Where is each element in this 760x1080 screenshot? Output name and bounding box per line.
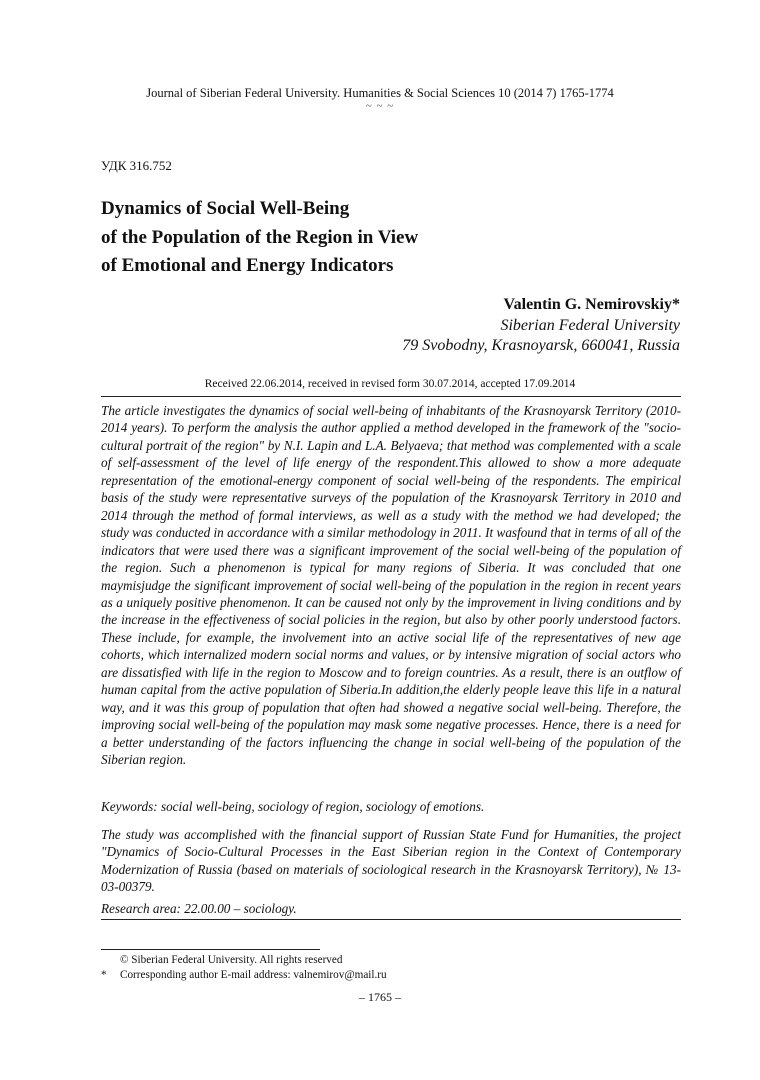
title-line: of the Population of the Region in View [101,226,419,248]
udc-code: УДК 316.752 [101,158,172,173]
abstract: The article investigates the dynamics of social well-being of inhabitants of the Krasnoyarsk Territory (2010-2014 years). To perform the analysis the author applied a method developed in the framework of the "socio-cultural portrait of the region" by N.I. Lapin and L.A. Belyaeva; that method was complemented with a scale of self-assessment of the level of life energy of the respondent.This allowed to show a more adequate representation of the emotional-energy component of social well-being of the respondents. The empirical basis of the study were representative surveys of the population of the Krasnoyarsk Territory in 2010 and 2014 through the method of formal interviews, as well as a study with the method we had developed; the study was conducted in accordance with a similar methodology in 2011. It wasfound that in terms of all of the indicators that were used there was a significant improvement of the social well-being of the population of the region. Such a phenomenon is typical for many regions of Siberia. It was concluded that one maymisjudge the significant improvement of social well-being of the population in the region in recent years as a uniquely positive phenomenon. It can be caused not only by the improvement in living conditions and by the increase in the effectiveness of social policies in the region, but also by other poorly understood factors. These include, for example, the involvement into an active social life of the representatives of new age cohorts, which internalized modern social norms and values, or by intensive migration of social actors who are dissatisfied with life in the region to Moscow and to foreign countries. As a result, there is an outflow of human capital from the active population of Siberia.In addition,the elderly people leave this life in a natural way, and it was this group of population that often had showed a negative social well-being. Therefore, the improving social well-being of the population may mask some negative processes. Hence, there is a need for a better understanding of the factors influencing the change in social well-being of the population of the Siberian region. [101,403,681,768]
title-line: Dynamics of Social Well-Being [101,198,350,219]
header-ornament: ~ ~ ~ [365,100,395,112]
footnote-mark: * [101,969,107,981]
footnote-mark [101,953,120,968]
abstract-bottom-rule [101,919,681,920]
received-dates: Received 22.06.2014, received in revised form 30.07.2014, accepted 17.09.2014 [204,378,576,390]
page-number: – 1765 – [359,990,401,1004]
journal-header: Journal of Siberian Federal University. Humanities & Social Sciences 10 (2014 7) 1765-1774 [146,86,614,100]
footnote-text: Corresponding author E-mail address: valnemirov@mail.ru [120,969,387,981]
research-area: Research area: 22.00.00 – sociology. [101,901,297,916]
footnote-text: © Siberian Federal University. All rights reserved [120,954,343,966]
funding-note: The study was accomplished with the financial support of Russian State Fund for Humanities, the project "Dynamics of Socio-Cultural Processes in the East Siberian region in the Context of Contemporary Modernization of Russia (based on materials of sociological research in the Krasnoyarsk Territory), № 13-03-00379. [101,827,681,895]
footnotes [101,953,387,983]
footnote-copyright [101,953,387,968]
author-name: Valentin G. Nemirovskiy* [503,296,680,313]
author-affiliation: Siberian Federal University [500,316,680,334]
footnote-corresponding-author [101,968,387,983]
author-address: 79 Svobodny, Krasnoyarsk, 660041, Russia [402,337,680,354]
article-title [101,195,681,281]
keywords: Keywords: social well-being, sociology of region, sociology of emotions. [101,799,485,814]
title-line: of Emotional and Energy Indicators [101,255,394,276]
footnote-rule [101,949,320,950]
abstract-top-rule [101,396,681,397]
author-block [402,295,680,357]
